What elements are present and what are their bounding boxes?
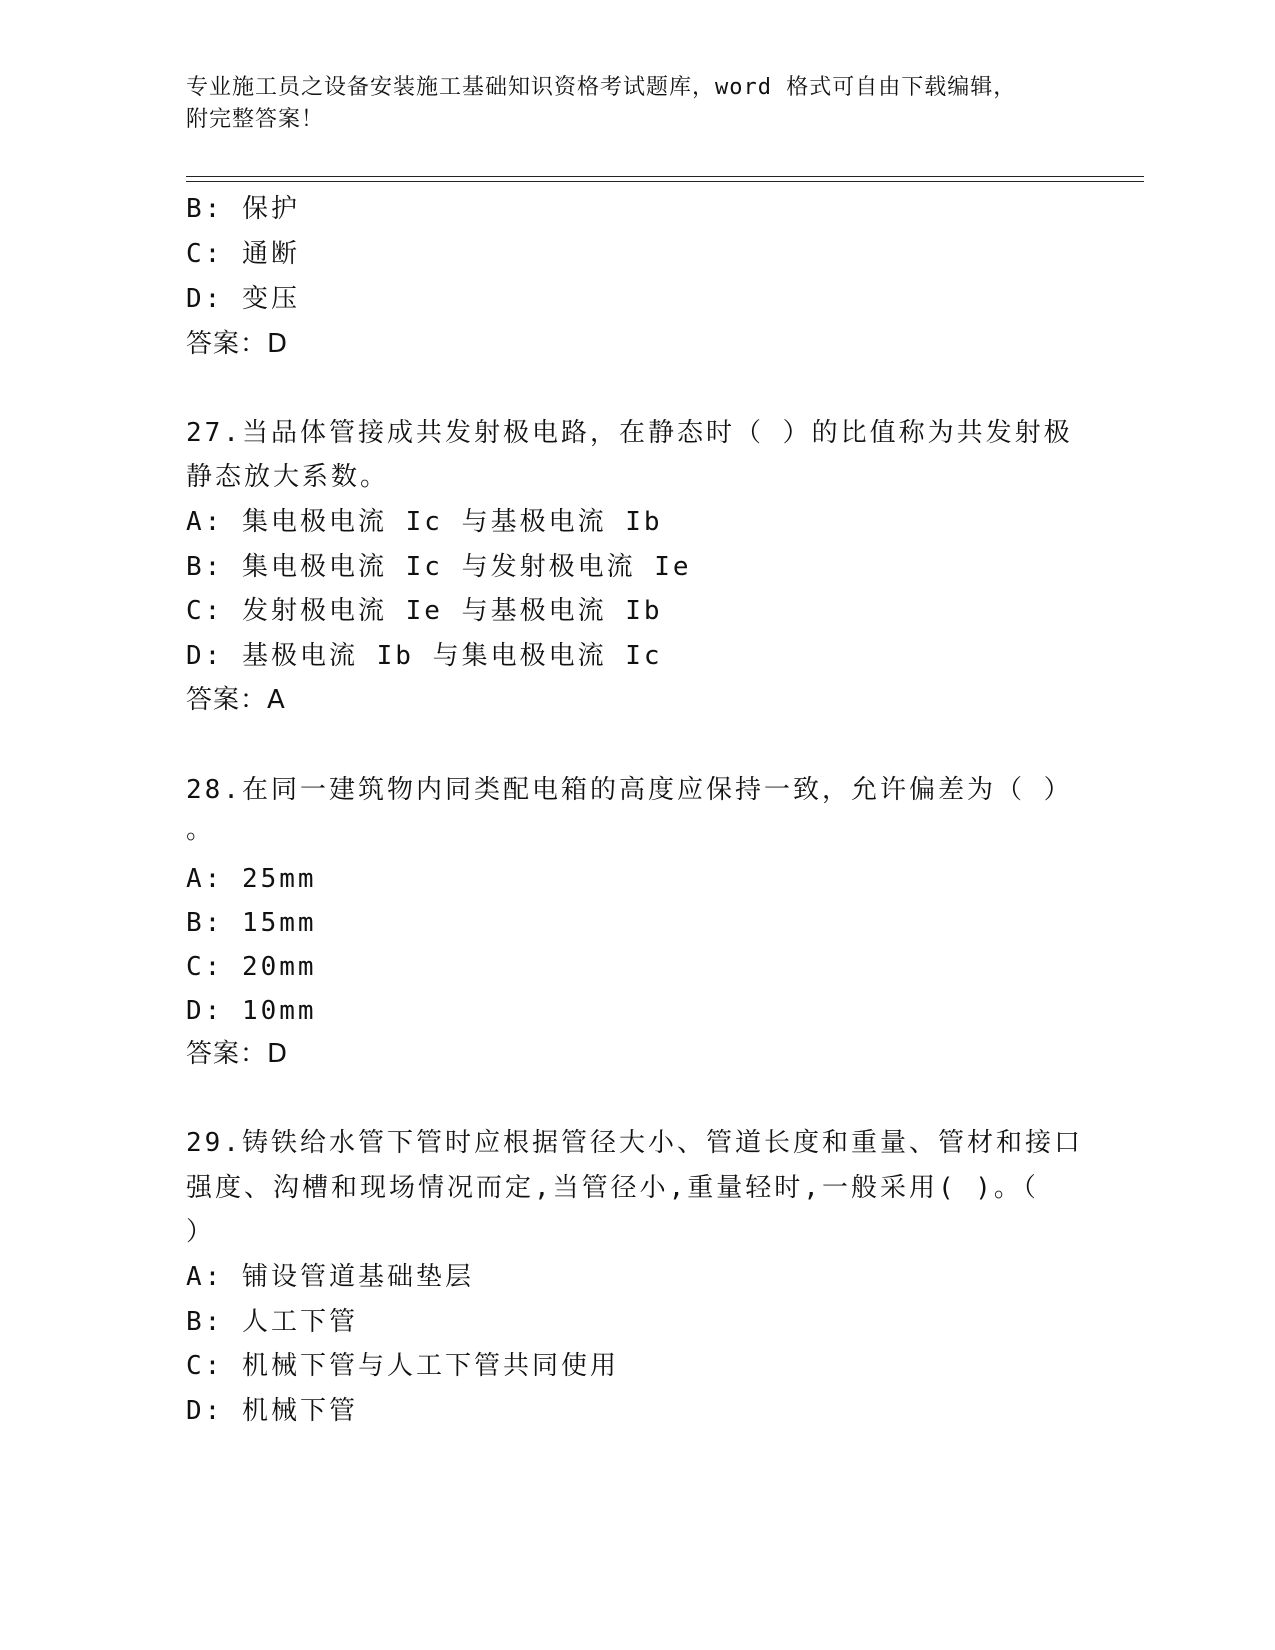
q29-option-b: B: 人工下管 [186, 1307, 358, 1337]
q27-option-a: A: 集电极电流 Ic 与基极电流 Ib [186, 507, 663, 537]
q29-stem-line-1: 29.铸铁给水管下管时应根据管径大小、管道长度和重量、管材和接口 [186, 1128, 1083, 1158]
q26-option-c: C: 通断 [186, 239, 300, 269]
header-rule-top [186, 176, 1144, 177]
q26-answer: 答案：D [186, 329, 289, 359]
q28-answer: 答案：D [186, 1039, 289, 1069]
q27-stem-line-2: 静态放大系数。 [186, 462, 390, 492]
q26-option-d: D: 变压 [186, 284, 300, 314]
q27-option-c: C: 发射极电流 Ie 与基极电流 Ib [186, 596, 663, 626]
q28-option-a: A: 25mm [186, 864, 317, 894]
q28-stem-line-1: 28.在同一建筑物内同类配电箱的高度应保持一致，允许偏差为（ ） [186, 775, 1073, 805]
q29-option-c: C: 机械下管与人工下管共同使用 [186, 1351, 619, 1381]
header-line-2: 附完整答案！ [186, 107, 325, 132]
q29-stem-line-3: ） [186, 1217, 216, 1247]
q28-option-b: B: 15mm [186, 908, 317, 938]
q28-stem-line-2: 。 [186, 815, 216, 845]
q27-answer: 答案：A [186, 685, 286, 715]
q26-option-b: B: 保护 [186, 194, 300, 224]
q29-option-a: A: 铺设管道基础垫层 [186, 1262, 474, 1292]
q27-stem-line-1: 27.当品体管接成共发射极电路，在静态时（ ）的比值称为共发射极 [186, 418, 1073, 448]
header-rule-bottom [186, 181, 1144, 182]
q27-option-b: B: 集电极电流 Ic 与发射极电流 Ie [186, 552, 692, 582]
q28-option-d: D: 10mm [186, 996, 317, 1026]
q29-stem-line-2: 强度、沟槽和现场情况而定,当管径小,重量轻时,一般采用( )。（ [186, 1173, 1039, 1203]
header-line-1: 专业施工员之设备安装施工基础知识资格考试题库，word 格式可自由下载编辑， [186, 75, 1017, 100]
document-header [186, 72, 1086, 136]
q27-option-d: D: 基极电流 Ib 与集电极电流 Ic [186, 641, 663, 671]
q29-option-d: D: 机械下管 [186, 1396, 358, 1426]
q28-option-c: C: 20mm [186, 952, 317, 982]
